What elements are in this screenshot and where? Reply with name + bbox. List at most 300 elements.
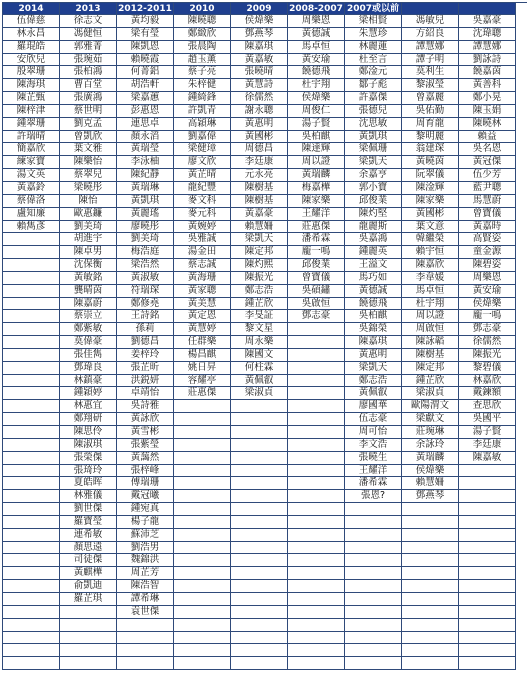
- name-cell: [288, 619, 344, 632]
- name-cell: [174, 593, 230, 606]
- name-cell: 黃惠明: [345, 349, 401, 362]
- name-cell: [288, 387, 344, 400]
- name-cell: 黎明麗: [402, 131, 458, 144]
- name-cell: 陳怡: [60, 195, 116, 208]
- name-cell: [459, 529, 515, 542]
- name-cell: 賴曉霞: [117, 54, 173, 67]
- name-cell: 高賢姿: [459, 233, 515, 246]
- name-cell: 張梓峰: [117, 465, 173, 478]
- name-cell: [174, 413, 230, 426]
- name-cell: 侯煒樂: [459, 298, 515, 311]
- name-cell: 高穎琳: [174, 118, 230, 131]
- name-cell: 張曉生: [345, 452, 401, 465]
- name-cell: 梅浩庭: [117, 246, 173, 259]
- name-cell: 廖國華: [345, 400, 401, 413]
- name-cell: 鄭小晃: [459, 92, 515, 105]
- name-cell: [3, 233, 59, 246]
- header-blank-2: [459, 3, 516, 15]
- name-cell: 黃瑞麟: [288, 169, 344, 182]
- name-cell: 譚慧娜: [459, 41, 515, 54]
- name-cell: 陳達輝: [288, 143, 344, 156]
- name-cell: 林鎮豪: [60, 375, 116, 388]
- name-cell: [402, 593, 458, 606]
- name-cell: 鄒子彪: [345, 79, 401, 92]
- name-cell: 莊琬琳: [402, 426, 458, 439]
- name-cell: [3, 349, 59, 362]
- name-cell: [459, 542, 515, 555]
- name-cell: 張柏鴻: [60, 66, 116, 79]
- name-cell: 杜至言: [345, 54, 401, 67]
- name-cell: 許嘉傑: [345, 92, 401, 105]
- name-cell: 顏永滔: [117, 131, 173, 144]
- name-cell: [3, 516, 59, 529]
- name-cell: [117, 644, 173, 657]
- name-cell: [402, 567, 458, 580]
- name-cell: [3, 477, 59, 490]
- name-cell: 鍾麗英: [345, 246, 401, 259]
- name-cell: 廖文欣: [174, 156, 230, 169]
- name-cell: 馬慧蔚: [459, 195, 515, 208]
- name-cell: 馬卓恒: [288, 41, 344, 54]
- name-cell: [288, 362, 344, 375]
- name-cell: 符瑞琛: [117, 285, 173, 298]
- name-cell: 林惠宜: [60, 400, 116, 413]
- name-cell: [3, 413, 59, 426]
- name-cell: [402, 542, 458, 555]
- name-cell: 鄭緻欣: [174, 28, 230, 41]
- name-cell: [288, 336, 344, 349]
- name-cell: 陳樂怡: [60, 156, 116, 169]
- name-cell: 李韋媛: [402, 272, 458, 285]
- name-cell: [345, 554, 401, 567]
- name-cell: 許瑞晴: [3, 131, 59, 144]
- name-cell: 郭雅菁: [60, 41, 116, 54]
- name-cell: 陳定邦: [402, 362, 458, 375]
- name-cell: 梁佩珊: [345, 143, 401, 156]
- name-cell: [3, 529, 59, 542]
- name-cell: [174, 516, 230, 529]
- name-cell: [231, 554, 287, 567]
- name-cell: 楊子龍: [117, 516, 173, 529]
- name-cell: 黃德誠: [345, 285, 401, 298]
- name-cell: 陳詠韜: [402, 336, 458, 349]
- name-cell: 鍾芷欣: [231, 298, 287, 311]
- name-cell: 梁凱天: [231, 233, 287, 246]
- name-cell: 洪鋭妍: [117, 375, 173, 388]
- name-cell: [288, 567, 344, 580]
- name-cell: 莫偉豪: [60, 336, 116, 349]
- name-cell: [231, 567, 287, 580]
- name-cell: [402, 632, 458, 645]
- name-cell: [174, 400, 230, 413]
- name-cell: [3, 387, 59, 400]
- name-cell: 曾寶儀: [459, 208, 515, 221]
- name-cell: 羅芷琪: [60, 593, 116, 606]
- name-cell: [174, 503, 230, 516]
- name-cell: [231, 477, 287, 490]
- name-cell: 黃國彬: [231, 131, 287, 144]
- column-0: [3, 15, 60, 670]
- name-cell: 王耀洋: [288, 208, 344, 221]
- name-cell: 黃慧詩: [231, 79, 287, 92]
- name-cell: 湯子賢: [288, 118, 344, 131]
- name-cell: [288, 606, 344, 619]
- name-cell: 陳思伶: [60, 426, 116, 439]
- name-cell: 吳雅誠: [174, 233, 230, 246]
- name-cell: [288, 323, 344, 336]
- name-cell: [60, 657, 116, 670]
- name-cell: 莊惠傑: [174, 387, 230, 400]
- name-cell: [288, 657, 344, 670]
- name-cell: 黃凱琪: [117, 195, 173, 208]
- name-cell: 陳振光: [459, 349, 515, 362]
- name-cell: [3, 375, 59, 388]
- name-cell: 鄧志豪: [459, 323, 515, 336]
- name-cell: 周以證: [288, 156, 344, 169]
- name-cell: [345, 606, 401, 619]
- name-cell: [60, 632, 116, 645]
- name-cell: [345, 580, 401, 593]
- name-cell: 黎文星: [231, 323, 287, 336]
- name-cell: [174, 426, 230, 439]
- name-cell: 葉文意: [402, 221, 458, 234]
- name-cell: 黃婉婷: [174, 221, 230, 234]
- name-cell: 梁浩然: [117, 259, 173, 272]
- name-cell: 張恩?: [345, 490, 401, 503]
- name-cell: 陳嘉欣: [402, 259, 458, 272]
- name-cell: [402, 554, 458, 567]
- name-cell: [3, 310, 59, 323]
- name-cell: 賴益: [459, 131, 515, 144]
- name-cell: 李泳柚: [117, 156, 173, 169]
- name-cell: 李廷康: [231, 156, 287, 169]
- name-cell: [3, 606, 59, 619]
- name-cell: 周可怡: [345, 426, 401, 439]
- name-cell: 梁凱天: [345, 156, 401, 169]
- name-cell: 莊惠傑: [288, 221, 344, 234]
- name-cell: 侯煒樂: [231, 15, 287, 28]
- name-cell: 胡進宇: [60, 233, 116, 246]
- header-2008-2007: 2008-2007: [288, 3, 345, 15]
- name-cell: [288, 452, 344, 465]
- name-cell: [60, 644, 116, 657]
- name-cell: 簡嘉欣: [3, 143, 59, 156]
- name-cell: [345, 567, 401, 580]
- name-cell: [402, 644, 458, 657]
- name-cell: 馮敏兒: [402, 15, 458, 28]
- name-cell: 鄧瑋良: [60, 362, 116, 375]
- table-body: [3, 15, 527, 670]
- roster-table: [2, 2, 527, 670]
- name-cell: 譚子明: [402, 54, 458, 67]
- name-cell: [231, 400, 287, 413]
- name-cell: 梁淑貞: [231, 387, 287, 400]
- name-cell: 林嘉欣: [459, 375, 515, 388]
- name-cell: [174, 644, 230, 657]
- name-cell: 查思欣: [459, 400, 515, 413]
- name-cell: 安欣兒: [3, 54, 59, 67]
- name-cell: [288, 349, 344, 362]
- name-cell: [459, 632, 515, 645]
- name-cell: 伍偉慈: [3, 15, 59, 28]
- name-cell: [288, 413, 344, 426]
- name-cell: 顏思遠: [60, 542, 116, 555]
- name-cell: 黃佩叡: [231, 375, 287, 388]
- name-cell: 鍾穎婷: [60, 387, 116, 400]
- name-cell: [288, 439, 344, 452]
- name-cell: [345, 542, 401, 555]
- name-cell: 黃麒樺: [60, 567, 116, 580]
- name-cell: [3, 657, 59, 670]
- name-cell: 鄧燕琴: [231, 28, 287, 41]
- name-cell: 周俊仁: [288, 105, 344, 118]
- name-cell: 蔡崇立: [60, 310, 116, 323]
- name-cell: 王溢文: [345, 259, 401, 272]
- name-cell: 黃藹然: [117, 452, 173, 465]
- name-cell: 歐惠鐮: [60, 208, 116, 221]
- name-cell: 廖曉彤: [117, 221, 173, 234]
- name-cell: 黃瑞瑩: [117, 143, 173, 156]
- name-cell: 余詠玲: [402, 439, 458, 452]
- name-cell: 陳淦輝: [402, 182, 458, 195]
- column-2: [117, 15, 174, 670]
- name-cell: 梁淑貞: [402, 387, 458, 400]
- name-cell: 陳嘉琪: [345, 336, 401, 349]
- name-cell: 蘇沛芝: [117, 529, 173, 542]
- name-cell: [174, 580, 230, 593]
- name-cell: 劉詠詩: [459, 54, 515, 67]
- name-cell: 杜宇翔: [288, 79, 344, 92]
- name-cell: 龐一鳴: [288, 246, 344, 259]
- name-cell: 羅寶瑩: [60, 516, 116, 529]
- name-cell: 謝永聰: [231, 105, 287, 118]
- name-cell: 陳梓津: [3, 105, 59, 118]
- name-cell: 徐儒然: [231, 92, 287, 105]
- name-cell: 劉世傑: [60, 503, 116, 516]
- name-cell: 陳定邦: [231, 246, 287, 259]
- name-cell: [3, 593, 59, 606]
- name-cell: 翁建琛: [402, 143, 458, 156]
- name-cell: 陳曉林: [459, 118, 515, 131]
- name-cell: 藍尹聰: [459, 182, 515, 195]
- name-cell: 何菁鋁: [117, 66, 173, 79]
- name-cell: 黃安瑜: [288, 54, 344, 67]
- name-cell: [231, 503, 287, 516]
- name-cell: 任群樂: [174, 336, 230, 349]
- name-cell: 陳曉聰: [174, 15, 230, 28]
- name-cell: 許凱青: [174, 105, 230, 118]
- name-cell: 蔡子亮: [174, 66, 230, 79]
- name-cell: 陳灼熙: [231, 259, 287, 272]
- name-cell: [345, 657, 401, 670]
- name-cell: [231, 490, 287, 503]
- name-cell: [231, 516, 287, 529]
- name-cell: 陳海琪: [3, 79, 59, 92]
- name-cell: 張晨陶: [174, 41, 230, 54]
- name-cell: 黃嘉敏: [231, 54, 287, 67]
- name-cell: [174, 632, 230, 645]
- name-cell: 姚日昇: [174, 362, 230, 375]
- name-cell: 潘希霖: [288, 233, 344, 246]
- name-cell: [288, 580, 344, 593]
- name-cell: 湯金田: [174, 246, 230, 259]
- name-cell: 黃凱琪: [345, 131, 401, 144]
- name-cell: [345, 529, 401, 542]
- name-cell: 徐志文: [60, 15, 116, 28]
- name-cell: 鄭紫敏: [60, 323, 116, 336]
- name-cell: 吳碩鏽: [288, 285, 344, 298]
- name-cell: 周啟恒: [402, 323, 458, 336]
- name-cell: 黎碧儀: [459, 362, 515, 375]
- name-cell: 陳灼堅: [345, 208, 401, 221]
- name-cell: [3, 619, 59, 632]
- name-cell: 周德昌: [231, 143, 287, 156]
- name-cell: 張琦玲: [60, 465, 116, 478]
- name-cell: 梁曉彤: [60, 182, 116, 195]
- name-cell: 劉浩男: [117, 542, 173, 555]
- name-cell: 韓繼榮: [402, 233, 458, 246]
- name-cell: [459, 567, 515, 580]
- name-cell: 陳芷甄: [3, 92, 59, 105]
- name-cell: 張紫瑩: [117, 439, 173, 452]
- name-cell: [402, 529, 458, 542]
- name-cell: 鄭志浩: [231, 285, 287, 298]
- column-6: [345, 15, 402, 670]
- name-cell: [3, 246, 59, 259]
- name-cell: 葉文雅: [60, 143, 116, 156]
- name-cell: 鄭志浩: [345, 375, 401, 388]
- name-cell: 徐儒然: [459, 336, 515, 349]
- name-cell: [174, 452, 230, 465]
- name-cell: [288, 490, 344, 503]
- name-cell: 黃曉茵: [402, 156, 458, 169]
- name-cell: 羅琨皓: [3, 41, 59, 54]
- name-cell: 張曉晴: [231, 66, 287, 79]
- name-cell: 吳錦榮: [345, 323, 401, 336]
- name-cell: 張佳雋: [60, 349, 116, 362]
- name-cell: 鍾芷欣: [402, 375, 458, 388]
- name-cell: 陳樹基: [231, 195, 287, 208]
- name-cell: [459, 554, 515, 567]
- name-cell: 黃國彬: [402, 208, 458, 221]
- name-cell: 張德兒: [345, 105, 401, 118]
- name-cell: [174, 529, 230, 542]
- header-blank-1: [402, 3, 459, 15]
- name-cell: [402, 516, 458, 529]
- name-cell: [231, 606, 287, 619]
- name-cell: [231, 542, 287, 555]
- name-cell: [288, 400, 344, 413]
- name-cell: [3, 298, 59, 311]
- name-cell: 黃芷晴: [174, 169, 230, 182]
- header-row: [3, 3, 527, 15]
- name-cell: [3, 490, 59, 503]
- name-cell: [174, 554, 230, 567]
- name-cell: [174, 542, 230, 555]
- name-cell: [459, 516, 515, 529]
- name-cell: 周樂恩: [459, 272, 515, 285]
- name-cell: [117, 657, 173, 670]
- name-cell: 陳嘉琪: [231, 41, 287, 54]
- name-cell: [3, 452, 59, 465]
- name-cell: 姜梓玲: [117, 349, 173, 362]
- name-cell: [3, 465, 59, 478]
- name-cell: 林雅儀: [60, 490, 116, 503]
- name-cell: 陳紀靜: [117, 169, 173, 182]
- name-cell: 陳玉娟: [459, 105, 515, 118]
- name-cell: 鄭淦元: [345, 66, 401, 79]
- name-cell: [459, 644, 515, 657]
- name-cell: 黃瑞琳: [117, 182, 173, 195]
- name-cell: 劉美琦: [117, 233, 173, 246]
- name-cell: 吳啟恒: [288, 298, 344, 311]
- name-cell: 湯文英: [3, 169, 59, 182]
- name-cell: 蔡偉洛: [3, 195, 59, 208]
- name-cell: [288, 593, 344, 606]
- name-cell: [459, 606, 515, 619]
- name-cell: [345, 593, 401, 606]
- name-cell: [3, 439, 59, 452]
- name-cell: [174, 657, 230, 670]
- name-cell: 黃德誠: [288, 28, 344, 41]
- name-cell: 賴慧姍: [402, 477, 458, 490]
- name-cell: 李廷康: [459, 439, 515, 452]
- name-cell: [288, 503, 344, 516]
- name-cell: 張榮傑: [60, 452, 116, 465]
- name-cell: [231, 644, 287, 657]
- name-cell: 黎淑瑩: [402, 79, 458, 92]
- name-cell: 邱俊業: [288, 259, 344, 272]
- name-cell: 鄧燕琴: [402, 490, 458, 503]
- name-cell: 李旻証: [231, 310, 287, 323]
- name-cell: 周永樂: [231, 336, 287, 349]
- name-cell: 潘希霖: [345, 477, 401, 490]
- name-cell: 陳卓男: [60, 246, 116, 259]
- name-cell: [345, 516, 401, 529]
- name-cell: 黃麗瑤: [117, 208, 173, 221]
- name-cell: 黃雪彬: [117, 426, 173, 439]
- name-cell: 張琬茹: [60, 54, 116, 67]
- name-cell: 張芷昕: [117, 362, 173, 375]
- name-cell: [231, 465, 287, 478]
- column-7: [402, 15, 459, 670]
- name-cell: 黃均毅: [117, 15, 173, 28]
- name-cell: [174, 490, 230, 503]
- name-cell: 吳嘉鴻: [345, 233, 401, 246]
- name-cell: 吳國平: [459, 413, 515, 426]
- name-cell: [459, 657, 515, 670]
- name-cell: 黃美慧: [174, 298, 230, 311]
- header-2012-2011: 2012-2011: [117, 3, 174, 15]
- column-3: [174, 15, 231, 670]
- name-cell: [117, 619, 173, 632]
- name-cell: 練家寶: [3, 156, 59, 169]
- name-cell: 黃善科: [459, 79, 515, 92]
- name-cell: 龔晴茵: [60, 285, 116, 298]
- name-cell: [288, 632, 344, 645]
- name-cell: 朱梓健: [174, 79, 230, 92]
- name-cell: 鍾綺鋒: [174, 92, 230, 105]
- name-cell: [3, 644, 59, 657]
- name-cell: [3, 632, 59, 645]
- name-cell: 吳柏麒: [345, 310, 401, 323]
- name-cell: 譚慧娜: [402, 41, 458, 54]
- name-cell: [60, 619, 116, 632]
- name-cell: [60, 606, 116, 619]
- name-cell: 伍少芳: [459, 169, 515, 182]
- name-cell: 譚希琳: [117, 593, 173, 606]
- name-cell: 龐一鳴: [459, 310, 515, 323]
